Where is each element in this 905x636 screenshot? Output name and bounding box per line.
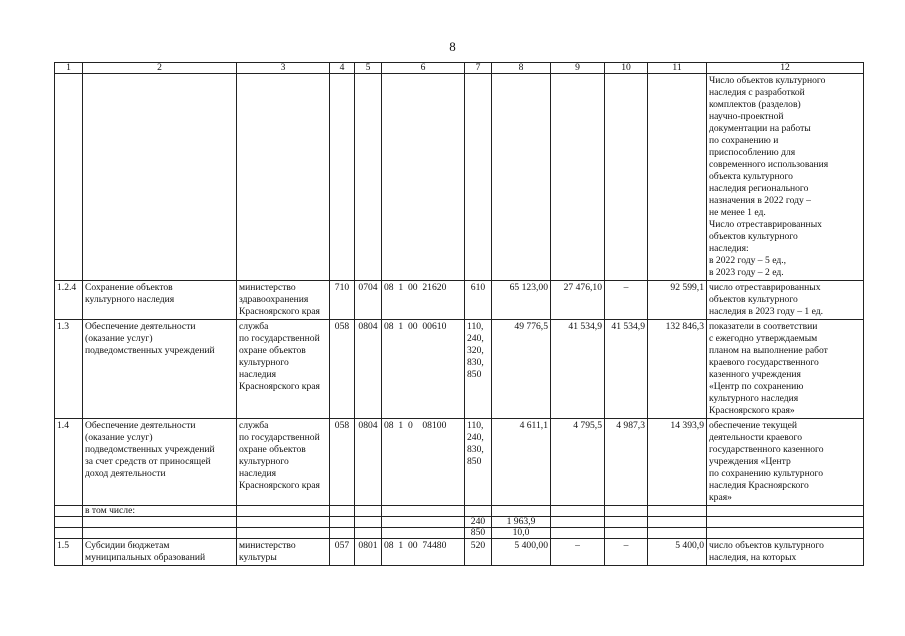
cell-c9: 27 476,10 [551, 281, 605, 320]
cell-c9 [551, 74, 605, 281]
row-number: 1.2.4 [55, 281, 83, 320]
cell-c4: 057 [330, 539, 355, 566]
cell-c8: 4 611,1 [492, 419, 551, 506]
cell-c7: 110, 240, 830, 850 [465, 419, 492, 506]
executor: служба по государственной охране объектов культурного наследия Красноярского края [237, 419, 330, 506]
column-header: 10 [605, 63, 648, 74]
column-header: 3 [237, 63, 330, 74]
cell-c6: 08 1 00 00610 [382, 320, 465, 419]
row-number [55, 74, 83, 281]
executor: министерство культуры [237, 539, 330, 566]
column-header: 6 [382, 63, 465, 74]
cell-c7: 520 [465, 539, 492, 566]
column-header: 8 [492, 63, 551, 74]
column-header: 9 [551, 63, 605, 74]
cell-c11: 5 400,0 [648, 539, 707, 566]
page-number: 8 [449, 39, 456, 54]
cell-c7: 240 [465, 517, 492, 528]
cell-c10: – [605, 539, 648, 566]
cell-c8: 1 963,9 [492, 517, 551, 528]
cell-c6: 08 1 00 21620 [382, 281, 465, 320]
cell-c8 [492, 74, 551, 281]
row-number: 1.5 [55, 539, 83, 566]
expected-result: число объектов культурного наследия, на которых [707, 539, 864, 566]
cell-c9: 4 795,5 [551, 419, 605, 506]
cell-c5: 0704 [355, 281, 382, 320]
cell-c7: 850 [465, 528, 492, 539]
cell-c8: 65 123,00 [492, 281, 551, 320]
table-row [55, 419, 864, 506]
table-row-including-item [55, 528, 864, 539]
activity-name: Обеспечение деятельности (оказание услуг) подведомственных учреждений [83, 320, 237, 419]
cell-c5 [355, 74, 382, 281]
cell-c11 [648, 74, 707, 281]
column-header: 5 [355, 63, 382, 74]
cell-c6: 08 1 00 74480 [382, 539, 465, 566]
program-activities-table [54, 62, 864, 566]
cell-c10: 41 534,9 [605, 320, 648, 419]
table-row-including-item [55, 517, 864, 528]
cell-c7: 610 [465, 281, 492, 320]
column-header: 1 [55, 63, 83, 74]
expected-result: обеспечение текущей деятельности краевого государственного казенного учреждения «Центр по сохранению культурного наследия Красноярского края» [707, 419, 864, 506]
executor [237, 74, 330, 281]
cell-c10: 4 987,3 [605, 419, 648, 506]
cell-c5: 0801 [355, 539, 382, 566]
activity-name: Сохранение объектов культурного наследия [83, 281, 237, 320]
activity-name [83, 74, 237, 281]
table-row-including [55, 506, 864, 517]
cell-c6: 08 1 0 08100 [382, 419, 465, 506]
table-row [55, 281, 864, 320]
column-header: 4 [330, 63, 355, 74]
expected-result: число отреставрированных объектов культурного наследия в 2023 году – 1 ед. [707, 281, 864, 320]
table-row [55, 539, 864, 566]
table-row [55, 74, 864, 281]
cell-c9: 41 534,9 [551, 320, 605, 419]
cell-c10: – [605, 281, 648, 320]
cell-c11: 14 393,9 [648, 419, 707, 506]
activity-name: Субсидии бюджетам муниципальных образований [83, 539, 237, 566]
cell-c4 [330, 74, 355, 281]
cell-c8: 49 776,5 [492, 320, 551, 419]
cell-c8: 10,0 [492, 528, 551, 539]
column-header: 11 [648, 63, 707, 74]
column-header: 12 [707, 63, 864, 74]
column-header: 7 [465, 63, 492, 74]
cell-c6 [382, 74, 465, 281]
cell-c4: 710 [330, 281, 355, 320]
cell-c7: 110, 240, 320, 830, 850 [465, 320, 492, 419]
cell-c4: 058 [330, 419, 355, 506]
cell-c11: 92 599,1 [648, 281, 707, 320]
executor: министерство здравоохранения Красноярского края [237, 281, 330, 320]
cell-c11: 132 846,3 [648, 320, 707, 419]
cell-c7 [465, 74, 492, 281]
expected-result: показатели в соответствии с ежегодно утверждаемым планом на выполнение работ краевого государственного казенного учреждения «Центр по сохранению культурного наследия Красноярского края» [707, 320, 864, 419]
cell-c9: – [551, 539, 605, 566]
cell-c4: 058 [330, 320, 355, 419]
expected-result: Число объектов культурного наследия с разработкой комплектов (разделов) научно-проектной документации на работы по сохранению и приспособлению для современного использования объекта культурного наследия регионального назначения в 2022 году – не менее 1 ед. Число отреставрированных объектов культурного наследия: в 2022 году – 5 ед., в 2023 году – 2 ед. [707, 74, 864, 281]
including-label: в том числе: [83, 506, 237, 517]
row-number: 1.3 [55, 320, 83, 419]
column-header: 2 [83, 63, 237, 74]
executor: служба по государственной охране объектов культурного наследия Красноярского края [237, 320, 330, 419]
row-number: 1.4 [55, 419, 83, 506]
cell-c5: 0804 [355, 419, 382, 506]
cell-c10 [605, 74, 648, 281]
column-number-header [55, 63, 864, 74]
table-row [55, 320, 864, 419]
cell-c8: 5 400,00 [492, 539, 551, 566]
cell-c5: 0804 [355, 320, 382, 419]
activity-name: Обеспечение деятельности (оказание услуг) подведомственных учреждений за счет средств от приносящей доход деятельности [83, 419, 237, 506]
